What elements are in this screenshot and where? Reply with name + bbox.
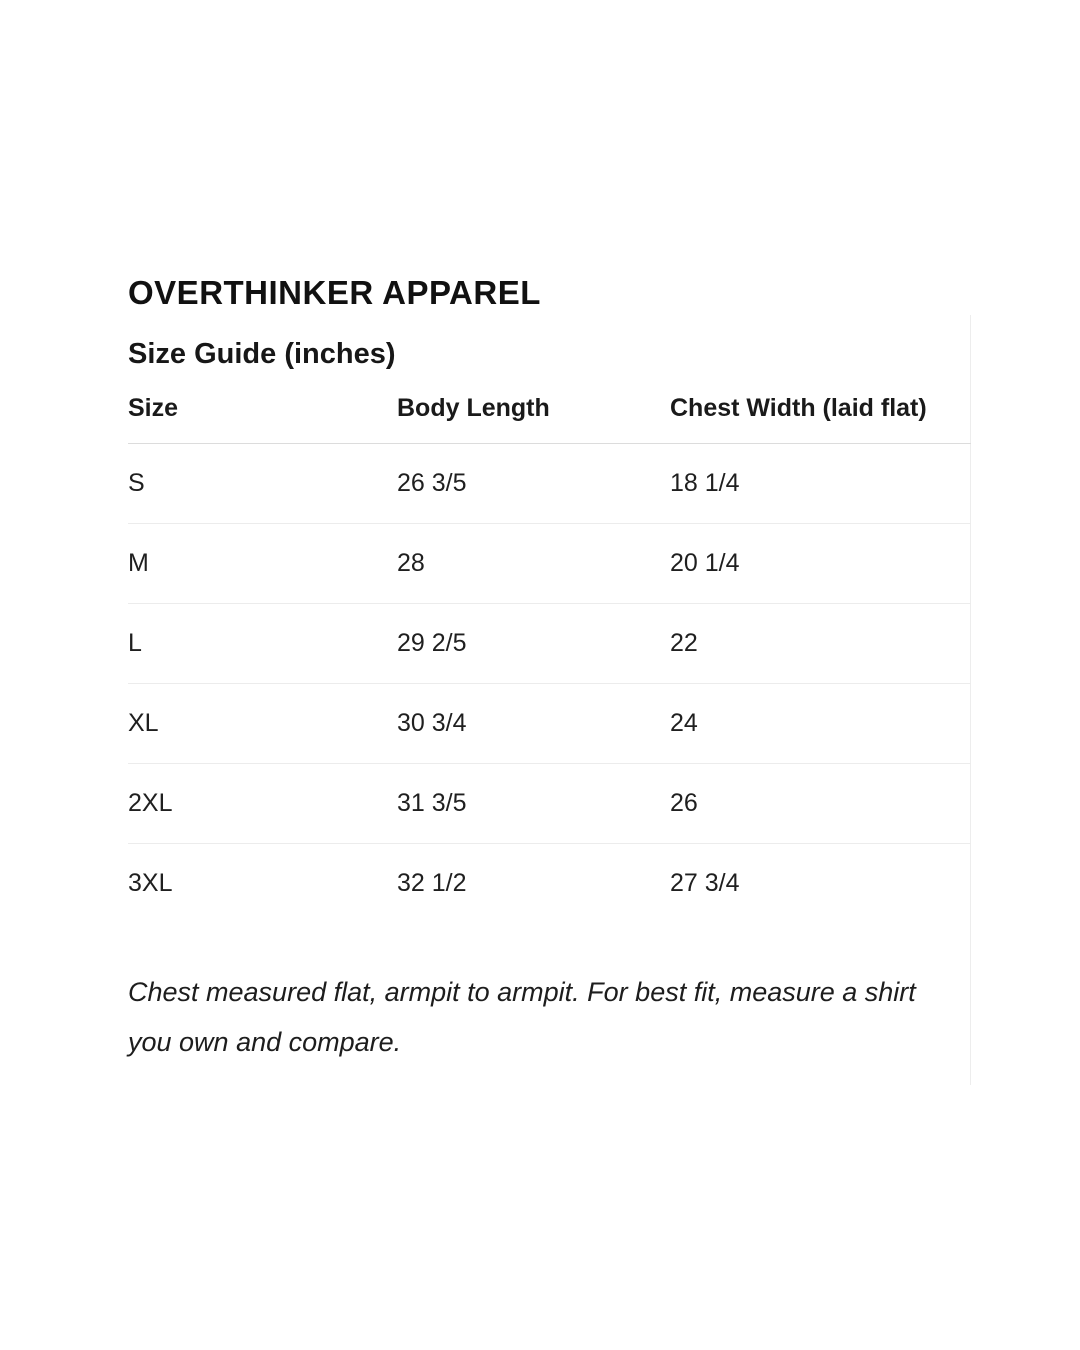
size-guide-heading: Size Guide (inches): [128, 338, 396, 370]
cell-body-length: 30 3/4: [397, 684, 670, 764]
cell-chest-width: 26: [670, 764, 971, 844]
column-header-chest-width: Chest Width (laid flat): [670, 393, 971, 444]
cell-size: 3XL: [128, 869, 173, 898]
cell-body-length: 28: [397, 524, 670, 604]
cell-chest-width: 18 1/4: [670, 444, 971, 524]
cell-chest-width: 22: [670, 604, 971, 684]
cell-size: S: [128, 444, 397, 524]
size-note-line: you own and compare.: [128, 1027, 402, 1057]
cell-size: M: [128, 524, 397, 604]
column-header-size: Size: [128, 393, 397, 444]
table-row: [128, 764, 971, 844]
table-row: [128, 684, 971, 764]
brand-title: OVERTHINKER APPAREL: [128, 274, 541, 311]
cell-chest-width: 27 3/4: [670, 869, 740, 898]
size-note: [128, 967, 916, 1067]
cell-body-length: 32 1/2: [397, 869, 467, 898]
column-header-body-length: Body Length: [397, 393, 670, 444]
table-row: [128, 444, 971, 524]
size-table: [128, 393, 971, 924]
cell-body-length: 31 3/5: [397, 764, 670, 844]
cell-size: XL: [128, 684, 397, 764]
table-header-row: [128, 393, 971, 444]
table-row: [128, 604, 971, 684]
table-row: [128, 524, 971, 604]
description-panel: [128, 315, 971, 1085]
cell-body-length: 26 3/5: [397, 444, 670, 524]
cell-size: 2XL: [128, 764, 397, 844]
table-row: [128, 844, 971, 924]
cell-chest-width: 24: [670, 684, 971, 764]
cell-size: L: [128, 604, 397, 684]
cell-body-length: 29 2/5: [397, 604, 670, 684]
size-note-line: Chest measured flat, armpit to armpit. For best fit, measure a shirt: [128, 977, 916, 1007]
cell-chest-width: 20 1/4: [670, 524, 971, 604]
